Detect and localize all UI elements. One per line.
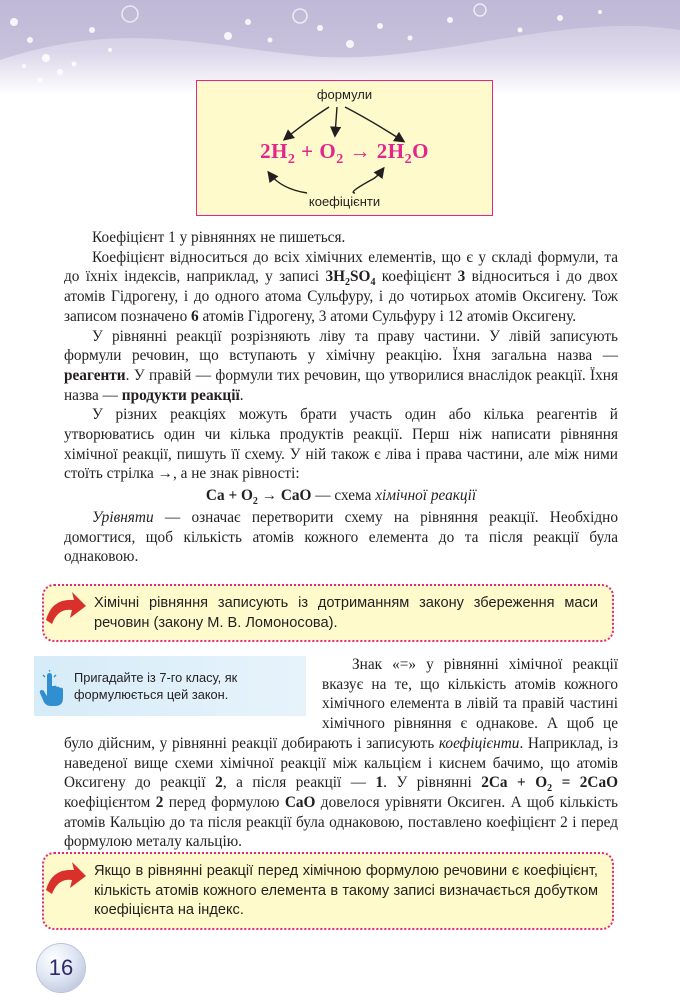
rule-callout-coefficient-index: [42, 852, 614, 930]
remember-float-spacer: [64, 655, 322, 733]
paragraph-reaction-scheme: У різних реакціях можуть брати участь один або кілька реагентів й утворюватись один чи кілька продуктів реакції. Перш ніж написати рівняння хімічної реакції, пишуть її схему. У ній також є ліва і права частини, але між ними стоїть стрілка →, а не знак рівності:: [64, 406, 618, 483]
main-text-block-2: [64, 655, 618, 852]
paragraph-coefficients-example: Знак «=» у рівнянні хімічної реакції вказує на те, що кількість атомів кожного хімічного елемента в лівій та правій частині хімічного рівняння є однакове. А щоб це було дійсним, у рівнянні реакції добирають і записують коефіцієнти. Наприклад, із наведеної вище схеми хімічної реакції між кальцієм і киснем бачимо, що атомів Оксигену до реакції 2, а після реакції — 1. У рівнянні $2Ca + O_2 = 2CaO$ коефіцієнтом 2 перед формулою CaO довелося урівняти Оксиген. А щоб кількість атомів Кальцію до та після реакції була однаковою, поставлено коефіцієнт 2 і перед формулою металу кальцію.: [64, 656, 619, 851]
paragraph-balance-definition: Урівняти — означає перетворити схему на рівняння реакції. Необхідно домогтися, щоб кількість атомів кожного елемента до та після реакції була однаковою.: [64, 508, 618, 566]
scheme-equation: $2H_2 + O_2 \to 2H_2O$: [260, 139, 429, 168]
formula-scheme-line: $Ca + O_2$ → CaO — схема хімічної реакції: [205, 487, 477, 508]
paragraph-coefficient-scope: Коефіцієнт відноситься до всіх хімічних елементів, що є у складі формули, та до їхніх індексів, наприклад, у записі $3H_2SO_4$ коефіцієнт 3 відноситься і до двох атомів Гідрогену, і до одного атома Сульфуру, і до чотирьох атомів Оксигену. Тож записом позначено 6 атомів Гідрогену, 3 атоми Сульфуру і 12 атомів Оксигену.: [64, 248, 619, 325]
remember-text: Пригадайте із 7-го класу, як формулюється цей закон.: [74, 670, 238, 702]
paragraph-equation-sides: У рівнянні реакції розрізняють ліву та праву частини. У лівій записують формули речовин, що вступають у хімічну реакцію. Їхня загальна назва — реагенти. У правій — формули тих речовин, що утворилися внаслідок реакції. Їхня назва — продукти реакції.: [64, 327, 618, 404]
main-text-block-1: [64, 228, 618, 567]
scheme-label-coefficients: коефіцієнти: [308, 194, 381, 209]
page-number: 16: [37, 944, 85, 992]
scheme-label-formulas: формули: [316, 87, 373, 102]
equation-scheme-box: [196, 80, 493, 216]
red-curved-arrow-icon: [42, 590, 88, 630]
rule-callout-conservation: [42, 584, 614, 642]
red-curved-arrow-icon: [42, 860, 88, 900]
paragraph-coefficient-one: Коефіцієнт 1 у рівняннях не пишеться.: [92, 229, 346, 246]
callout-coefficient-index-text: Якщо в рівнянні реакції перед хімічною формулою речовини є коефіцієнт, кількість атомів кожного елемента в такому записі визначається добутком коефіцієнта на індекс.: [94, 863, 598, 918]
callout-conservation-text: Хімічні рівняння записують із дотриманням закону збереження маси речовин (закону М. В. Ломоносова).: [94, 595, 598, 631]
